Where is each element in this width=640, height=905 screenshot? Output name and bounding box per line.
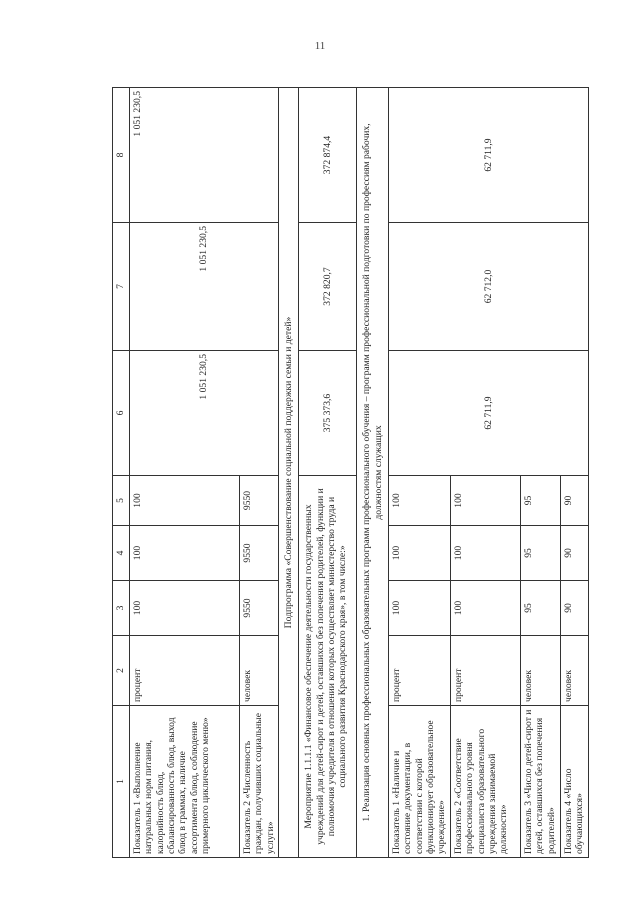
table-row [357,88,389,858]
value-cell: 100 [388,476,450,526]
value-cell: 100 [450,526,520,581]
indicator-name: Показатель 1 «Выполнение натуральных норм питания, калорийность блюд, сбалансированность блюд, выход блюд в граммах, наличие ассортимента блюд, соблюдение примерного циклического меню» [130,706,240,858]
table-row [388,88,450,858]
header-cell: 1 [113,706,130,858]
amount-cell: 375 373,6 [299,351,357,476]
value-cell: 95 [520,476,560,526]
value-cell: 95 [520,581,560,636]
table-row [278,88,298,858]
value-cell: 100 [130,476,240,526]
value-cell: 90 [560,476,588,526]
amount-cell: 372 820,7 [299,223,357,351]
value-cell: 90 [560,526,588,581]
header-cell: 3 [113,581,130,636]
amount-cell: 62 711,9 [388,88,588,223]
value-cell: 100 [130,581,240,636]
indicators-table [112,87,589,858]
amount-cell: 62 711,9 [388,351,588,476]
value-cell: 100 [450,581,520,636]
table-row [299,88,357,858]
amount-cell: 1 051 230,5 [130,223,279,351]
amount-cell: 372 874,4 [299,88,357,223]
header-cell: 4 [113,526,130,581]
amount-cell: 1 051 230,5 [130,88,279,223]
indicator-name: Показатель 1 «Наличие и состояние документации, в соответствии с которой функционирует образовательное учреждение» [388,706,450,858]
value-cell: 100 [450,476,520,526]
value-cell: 100 [388,581,450,636]
subprogram-heading: Подпрограмма «Совершенствование социальной поддержки семьи и детей» [278,88,298,858]
value-cell: 100 [130,526,240,581]
value-cell: 9550 [240,581,279,636]
unit-cell: процент [388,636,450,706]
page-number: 11 [314,40,326,52]
indicator-name: Показатель 2 «Численность граждан, получивших социальные услуги» [240,706,279,858]
header-cell: 7 [113,223,130,351]
amount-cell: 1 051 230,5 [130,351,279,476]
value-cell: 95 [520,526,560,581]
unit-cell: процент [450,636,520,706]
value-cell: 100 [388,526,450,581]
value-cell: 9550 [240,476,279,526]
section-heading: 1. Реализация основных профессиональных образовательных программ профессионального обучения – программ профессиональной подготовки по профессиям рабочих, должностям служащих [357,88,389,858]
header-cell: 5 [113,476,130,526]
value-cell: 90 [560,581,588,636]
unit-cell: человек [560,636,588,706]
header-row [113,88,130,858]
table-row [130,88,240,858]
header-cell: 6 [113,351,130,476]
measure-description: Мероприятие 1.1.1.1 «Финансовое обеспечение деятельности государственных учреждений для детей-сирот и детей, оставшихся без попечения родителей, функции и полномочия учредителя в отношении которых осуществляет министерство труда и социального развития Краснодарского края», в том числе:» [299,476,357,858]
unit-cell: человек [520,636,560,706]
header-cell: 8 [113,88,130,223]
indicator-name: Показатель 2 «Соответствие профессионального уровня специалиста образовательного учреждения занимаемой должности» [450,706,520,858]
value-cell: 9550 [240,526,279,581]
unit-cell: человек [240,636,279,706]
rotated-table-container [112,88,586,858]
indicator-name: Показатель 3 «Число детей-сирот и детей, оставшихся без попечения родителей» [520,706,560,858]
unit-cell: процент [130,636,240,706]
indicator-name: Показатель 4 «Число обучающихся» [560,706,588,858]
amount-cell: 62 712,0 [388,223,588,351]
header-cell: 2 [113,636,130,706]
